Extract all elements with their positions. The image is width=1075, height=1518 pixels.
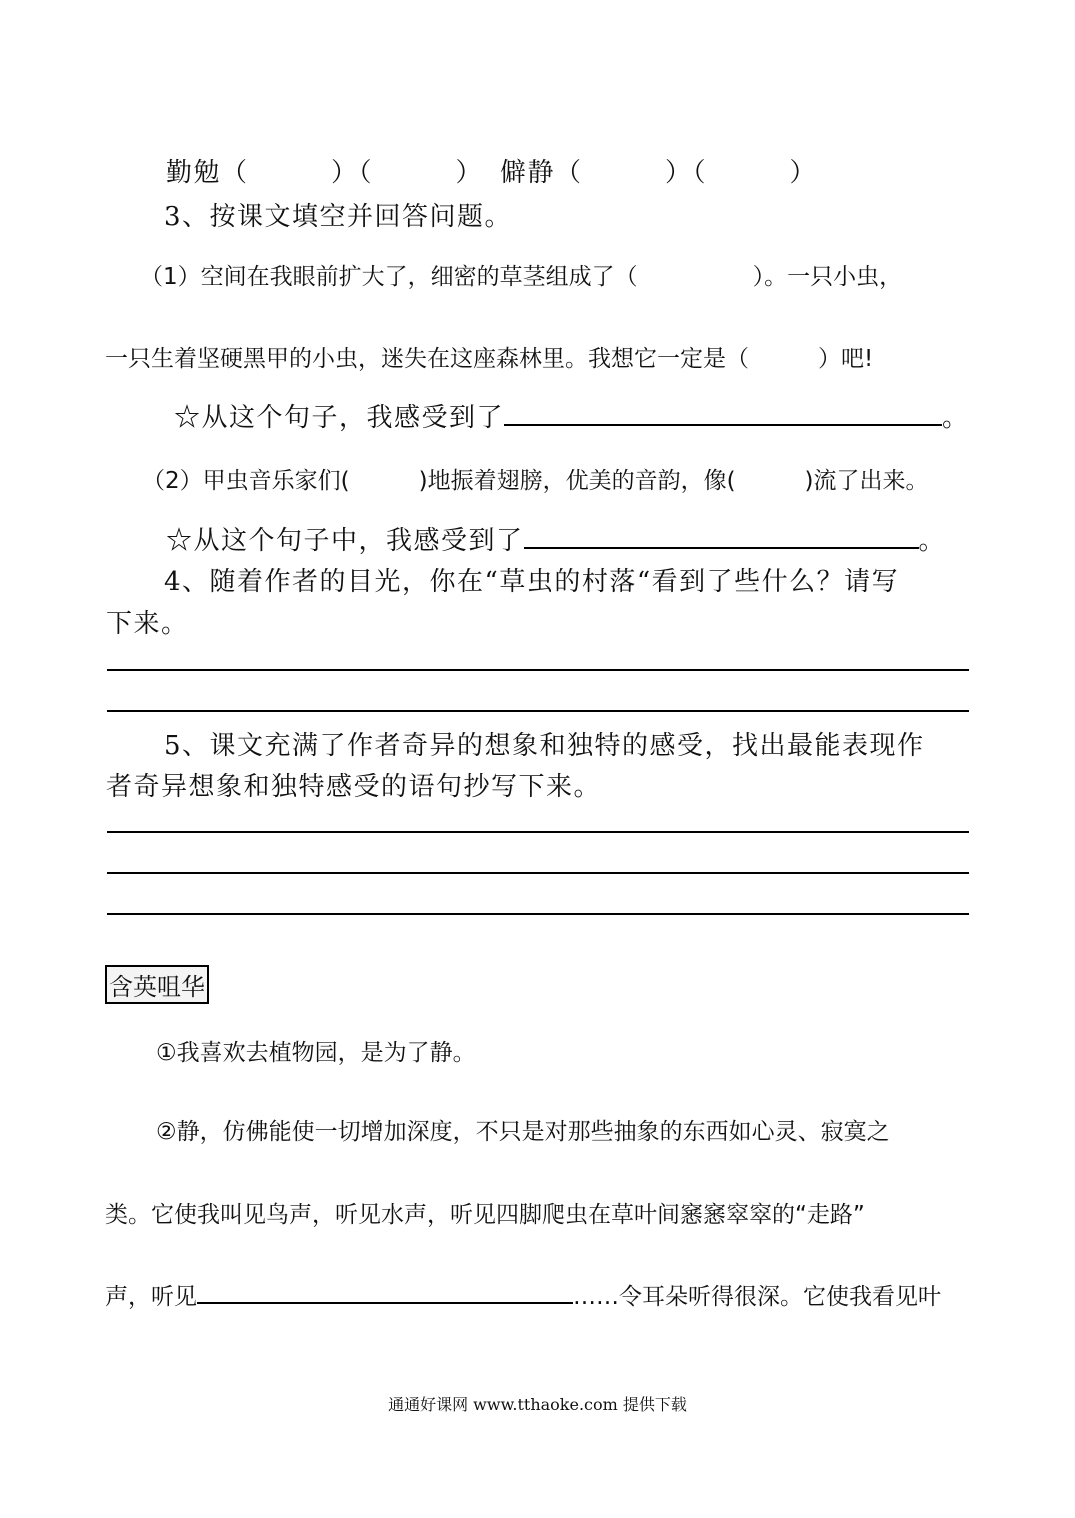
question-3-part-1-line-2: 一只生着坚硬黑甲的小虫，迷失在这座森林里。我想它一定是（ ）吧! <box>105 346 874 372</box>
question-4-line-2: 下来。 <box>106 609 189 639</box>
question-4-line-1: 4、随着作者的目光，你在“草虫的村落“看到了些什么？请写 <box>164 567 900 597</box>
feeling-period: 。 <box>942 403 970 433</box>
question-3-part-2: （2）甲虫音乐家们( )地振着翅膀，优美的音韵，像( )流了出来。 <box>142 468 929 494</box>
passage-sentence-2-line-2: 类。它使我叫见鸟声，听见水声，听见四脚爬虫在草叶间窸窸窣窣的“走路” <box>105 1202 865 1228</box>
question-3-part-1-line-1: （1）空间在我眼前扩大了，细密的草茎组成了（ ）。一只小虫， <box>140 264 903 290</box>
passage-sentence-2-line-1: ②静，仿佛能使一切增加深度，不只是对那些抽象的东西如心灵、寂寞之 <box>156 1119 890 1145</box>
section-title: 含英咀华 <box>105 965 209 1004</box>
passage-text: 声，听见 <box>105 1284 197 1310</box>
passage-sentence-1: ①我喜欢去植物园，是为了静。 <box>156 1040 476 1066</box>
feeling-prompt: ☆从这个句子中，我感受到了 <box>166 526 524 556</box>
answer-blank[interactable] <box>197 1302 573 1304</box>
feeling-prompt: ☆从这个句子，我感受到了 <box>174 403 505 433</box>
question-5-line-2: 者奇异想象和独特感受的语句抄写下来。 <box>106 772 602 802</box>
vocab-word-2: 僻静（ ）（ ） <box>500 158 818 188</box>
answer-line[interactable] <box>107 669 969 671</box>
question-3-part-1-feeling <box>174 397 970 434</box>
page-footer: 通通好课网 www.tthaoke.com 提供下载 <box>388 1395 687 1414</box>
answer-blank[interactable] <box>504 424 942 426</box>
question-5-line-1: 5、课文充满了作者奇异的想象和独特的感受，找出最能表现作 <box>164 731 925 761</box>
passage-sentence-2-line-3 <box>105 1278 941 1311</box>
vocab-word-1: 勤勉（ ）（ ） <box>166 158 484 188</box>
answer-line[interactable] <box>107 913 969 915</box>
answer-line[interactable] <box>107 872 969 874</box>
answer-blank[interactable] <box>524 547 919 549</box>
answer-line[interactable] <box>107 710 969 712</box>
passage-text: ……令耳朵听得很深。它使我看见叶 <box>573 1284 941 1310</box>
question-3-title: 3、按课文填空并回答问题。 <box>164 202 513 232</box>
question-3-part-2-feeling <box>166 520 946 557</box>
answer-line[interactable] <box>107 831 969 833</box>
feeling-period: 。 <box>918 526 947 556</box>
